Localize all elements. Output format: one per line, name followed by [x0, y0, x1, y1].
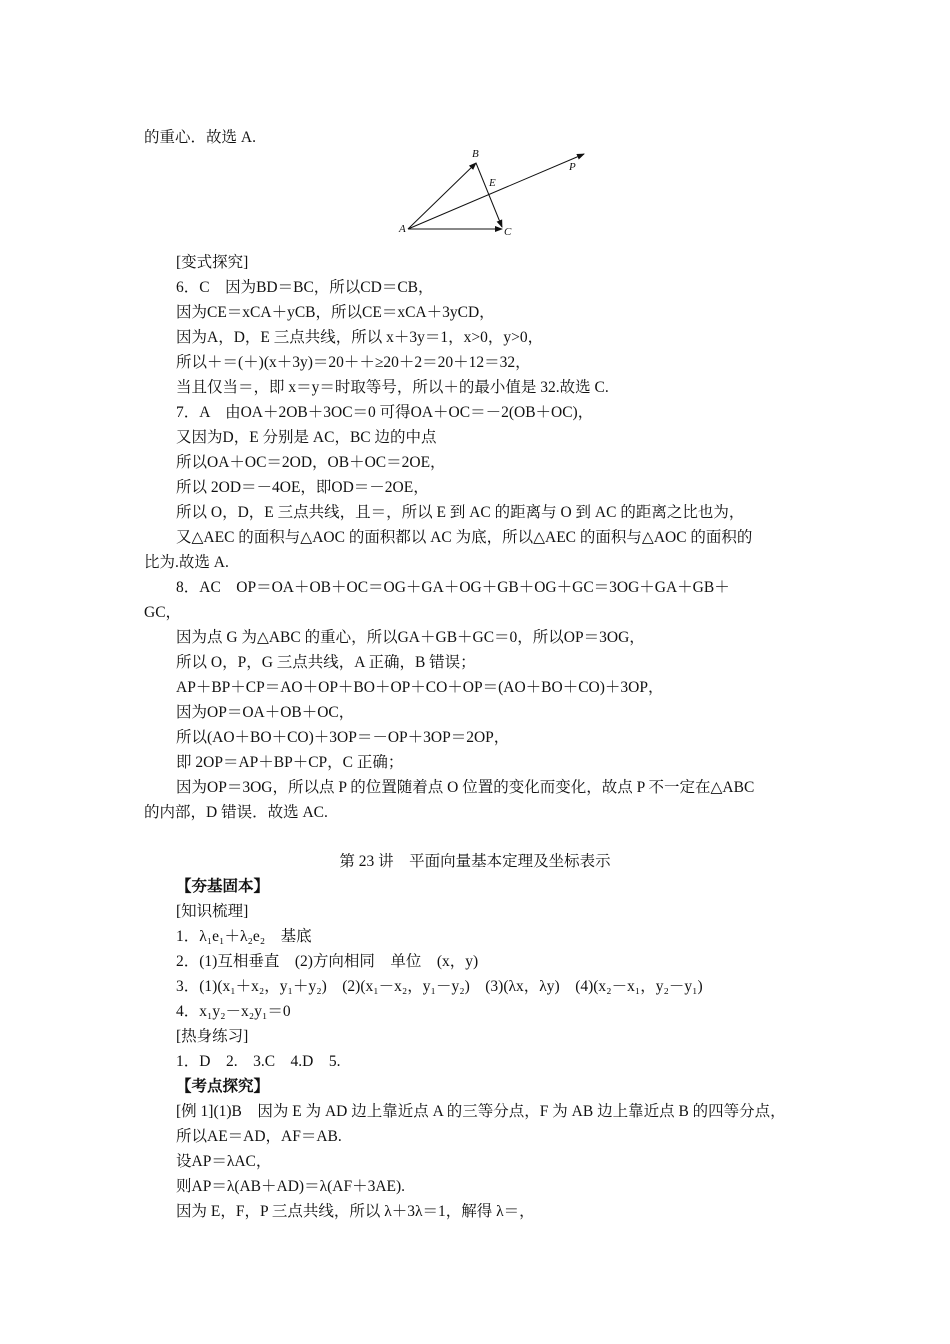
text-line: 3．(1)(x₁＋x₂，y₁＋y₂) (2)(x₁－x₂，y₁－y₂) (3)(λx，λy) (4)(x₂－x₁，y₂－y₁) — [176, 978, 703, 995]
vector-ap — [408, 154, 584, 229]
text-line: 设AP＝λAC， — [176, 1153, 272, 1170]
text-line: 6．C 因为BD＝BC，所以CD＝CB， — [176, 279, 434, 296]
text-line: 当且仅当＝，即 x＝y＝时取等号，所以＋的最小值是 32.故选 C. — [176, 379, 609, 396]
section-heading: [变式探究] — [176, 254, 249, 271]
label-a: A — [399, 223, 406, 235]
text-line: 的内部，D 错误．故选 AC. — [144, 804, 328, 821]
text-line: 因为A，D，E 三点共线，所以 x＋3y＝1，x>0，y>0， — [176, 329, 544, 346]
section-heading: [知识梳理] — [176, 903, 249, 920]
text-line: 又△AEC 的面积与△AOC 的面积都以 AC 为底，所以△AEC 的面积与△AOC 的面积的 — [176, 529, 753, 546]
text-line: 1．λ₁e₁＋λ₂e₂ 基底 — [176, 928, 312, 945]
text-line: 因为 E，F，P 三点共线，所以 λ＋3λ＝1，解得 λ＝， — [176, 1203, 535, 1220]
label-c: C — [504, 226, 512, 238]
text-line: 因为点 G 为△ABC 的重心，所以GA＋GB＋GC＝0，所以OP＝3OG， — [176, 629, 645, 646]
text-line: 所以OA＋OC＝2OD，OB＋OC＝2OE， — [176, 454, 446, 471]
text-line: 所以 2OD＝－4OE，即OD＝－2OE， — [176, 479, 429, 496]
text-line: GC， — [144, 604, 182, 621]
text-line: 7．A 由OA＋2OB＋3OC＝0 可得OA＋OC＝－2(OB＋OC)， — [176, 404, 594, 421]
text-line: 1．D 2. 3.C 4.D 5. — [176, 1053, 341, 1070]
text-line: 则AP＝λ(AB＋AD)＝λ(AF＋3AE). — [176, 1178, 406, 1195]
text-line: 比为.故选 A. — [144, 554, 229, 571]
lecture-title: 第 23 讲 平面向量基本定理及坐标表示 — [339, 853, 611, 870]
text-line: 所以＋＝(＋)(x＋3y)＝20＋＋≥20＋2＝20＋12＝32， — [176, 354, 531, 371]
text-line: 所以(AO＋BO＋CO)＋3OP＝－OP＋3OP＝2OP， — [176, 729, 510, 746]
text-line: [例 1](1)B 因为 E 为 AD 边上靠近点 A 的三等分点，F 为 AB 边上靠近点 B 的四等分点， — [176, 1103, 786, 1120]
label-p: P — [569, 161, 576, 173]
section-heading: [热身练习] — [176, 1028, 249, 1045]
text-line: 因为OP＝3OG，所以点 P 的位置随着点 O 位置的变化而变化，故点 P 不一定在△ABC — [176, 779, 755, 796]
text-line: 因为OP＝OA＋OB＋OC， — [176, 704, 355, 721]
text-line: AP＋BP＋CP＝AO＋OP＋BO＋OP＋CO＋OP＝(AO＋BO＋CO)＋3OP， — [176, 679, 664, 696]
label-b: B — [472, 148, 479, 160]
text-line: 所以 O，D，E 三点共线，且＝，所以 E 到 AC 的距离与 O 到 AC 的距离之比也为， — [176, 504, 745, 521]
section-heading: 【夯基固本】 — [176, 878, 270, 895]
text-line: 又因为D，E 分别是 AC，BC 边的中点 — [176, 429, 437, 446]
text-line: 4．x₁y₂－x₂y₁＝0 — [176, 1003, 291, 1020]
text-line: 所以 O，P，G 三点共线，A 正确，B 错误； — [176, 654, 476, 671]
text-line: 所以AE＝AD，AF＝AB. — [176, 1128, 342, 1145]
vector-ab — [408, 163, 476, 229]
text-line: 即 2OP＝AP＋BP＋CP，C 正确； — [176, 754, 404, 771]
label-e: E — [489, 177, 496, 189]
geometry-figure — [392, 146, 592, 238]
section-heading: 【考点探究】 — [176, 1078, 270, 1095]
text-line: 因为CE＝xCA＋yCB，所以CE＝xCA＋3yCD， — [176, 304, 495, 321]
text-line: 8．AC OP＝OA＋OB＋OC＝OG＋GA＋OG＋GB＋OG＋GC＝3OG＋GA＋GB＋ — [176, 579, 730, 596]
text-line: 2．(1)互相垂直 (2)方向相同 单位 (x，y) — [176, 953, 479, 970]
text-line: 的重心．故选 A. — [144, 129, 256, 146]
